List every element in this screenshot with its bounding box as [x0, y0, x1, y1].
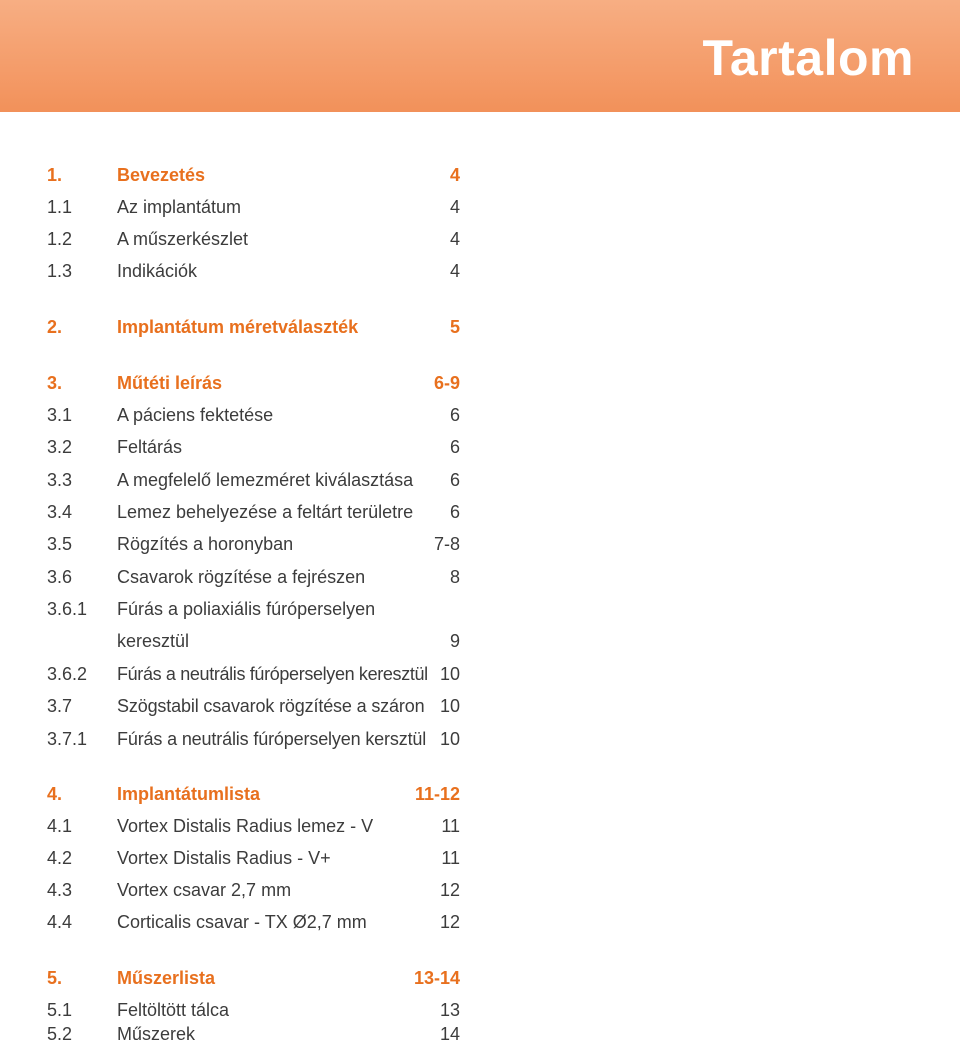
toc-title: Feltöltött tálca: [117, 1000, 230, 1020]
toc-number: 3.6.1: [47, 599, 88, 619]
toc-title: Rögzítés a horonyban: [117, 534, 294, 554]
toc-page: 8: [449, 567, 460, 587]
toc-title: Vortex Distalis Radius - V+: [117, 848, 331, 868]
toc-number: 1.3: [47, 261, 73, 281]
toc-item-row[interactable]: [47, 432, 460, 462]
toc-page: 6: [449, 502, 460, 522]
toc-item-row[interactable]: [47, 400, 460, 430]
toc-item-row[interactable]: [47, 907, 460, 937]
toc-title: Bevezetés: [117, 165, 206, 185]
toc-number: 5.2: [47, 1024, 73, 1044]
toc-number: 4.2: [47, 848, 73, 868]
toc-number: 3.4: [47, 502, 73, 522]
toc-title: A műszerkészlet: [117, 229, 249, 249]
toc-title: Fúrás a neutrális fúróperselyen kersztül: [117, 729, 427, 749]
toc-number: 4.: [47, 784, 63, 804]
toc-page: 4: [449, 197, 460, 217]
toc-number: 4.4: [47, 912, 73, 932]
toc-item-row[interactable]: [47, 529, 460, 559]
toc-item-row[interactable]: [47, 875, 460, 905]
toc-number: 3.7.1: [47, 729, 88, 749]
toc-title: A megfelelő lemezméret kiválasztása: [117, 470, 414, 490]
toc-page: 12: [439, 912, 460, 932]
toc-item-row[interactable]: [47, 724, 460, 754]
toc-page: 4: [449, 165, 460, 185]
toc-title: Műszerek: [117, 1024, 196, 1044]
toc-title: Műtéti leírás: [117, 373, 223, 393]
toc-number: 3.6.2: [47, 664, 88, 684]
toc-page: 13: [439, 1000, 460, 1020]
toc-page: 10: [439, 729, 460, 749]
toc-number: 4.1: [47, 816, 73, 836]
toc-title: Fúrás a neutrális fúróperselyen keresztül: [117, 664, 428, 684]
toc-section-row[interactable]: [47, 312, 460, 342]
toc-title: Feltárás: [117, 437, 183, 457]
toc-page: 12: [439, 880, 460, 900]
toc-number: 5.1: [47, 1000, 73, 1020]
toc-page: 6: [449, 405, 460, 425]
toc-title: Implantátumlista: [117, 784, 261, 804]
toc-item-row[interactable]: [47, 843, 460, 873]
toc-title: Szögstabil csavarok rögzítése a száron: [117, 696, 425, 716]
toc-item-row[interactable]: [47, 192, 460, 222]
toc-number: 3.6: [47, 567, 73, 587]
toc-item-row[interactable]: [47, 659, 460, 689]
toc-title: Corticalis csavar - TX Ø2,7 mm: [117, 912, 367, 932]
toc-page: 9: [449, 631, 460, 651]
toc-number: 1.1: [47, 197, 73, 217]
header-banner: [0, 0, 960, 112]
toc-page: 6-9: [433, 373, 460, 393]
toc-title: A páciens fektetése: [117, 405, 274, 425]
toc-page: 5: [449, 317, 460, 337]
toc-title: Műszerlista: [117, 968, 216, 988]
toc-section-row[interactable]: [47, 368, 460, 398]
toc-item-row[interactable]: [47, 1019, 460, 1049]
toc-item-row[interactable]: [47, 691, 460, 721]
toc-item-row[interactable]: [47, 811, 460, 841]
toc-page: 4: [449, 261, 460, 281]
toc-title: Vortex Distalis Radius lemez - V: [117, 816, 374, 836]
page-title: Tartalom: [702, 30, 914, 86]
toc-title: keresztül: [117, 631, 190, 651]
toc-page: 13-14: [413, 968, 460, 988]
toc-section-row[interactable]: [47, 160, 460, 190]
toc-title: Lemez behelyezése a feltárt területre: [117, 502, 414, 522]
toc-item-row[interactable]: [47, 465, 460, 495]
toc-number: 1.: [47, 165, 63, 185]
toc-number: 2.: [47, 317, 63, 337]
toc-page: 10: [439, 664, 460, 684]
toc-section-row[interactable]: [47, 779, 460, 809]
toc-page: 10: [439, 696, 460, 716]
toc-item-row[interactable]: [47, 594, 460, 624]
toc-item-row[interactable]: [47, 224, 460, 254]
toc-number: 4.3: [47, 880, 73, 900]
toc-number: 3.5: [47, 534, 73, 554]
toc-number: 3.1: [47, 405, 73, 425]
toc-page: 11-12: [414, 784, 460, 804]
toc-page: 6: [449, 470, 460, 490]
toc-item-row[interactable]: [47, 562, 460, 592]
toc-title: Implantátum méretválaszték: [117, 317, 359, 337]
toc-number: 3.3: [47, 470, 73, 490]
toc-title: Vortex csavar 2,7 mm: [117, 880, 292, 900]
toc-item-row-continued[interactable]: [47, 626, 460, 656]
toc-page: 7-8: [433, 534, 460, 554]
toc-title: Csavarok rögzítése a fejrészen: [117, 567, 366, 587]
toc-item-row[interactable]: [47, 256, 460, 286]
toc-page: 4: [449, 229, 460, 249]
toc-title: Fúrás a poliaxiális fúróperselyen: [117, 599, 376, 619]
toc-number: 3.2: [47, 437, 73, 457]
toc-item-row[interactable]: [47, 497, 460, 527]
toc-page: 11: [441, 848, 460, 868]
toc-page: 6: [449, 437, 460, 457]
toc-number: 3.7: [47, 696, 73, 716]
toc-page: 14: [439, 1024, 460, 1044]
toc-number: 5.: [47, 968, 63, 988]
toc-title: Az implantátum: [117, 197, 242, 217]
toc-page: 11: [441, 816, 460, 836]
toc-number: 1.2: [47, 229, 73, 249]
toc-section-row[interactable]: [47, 963, 460, 993]
toc-title: Indikációk: [117, 261, 198, 281]
toc-number: 3.: [47, 373, 63, 393]
